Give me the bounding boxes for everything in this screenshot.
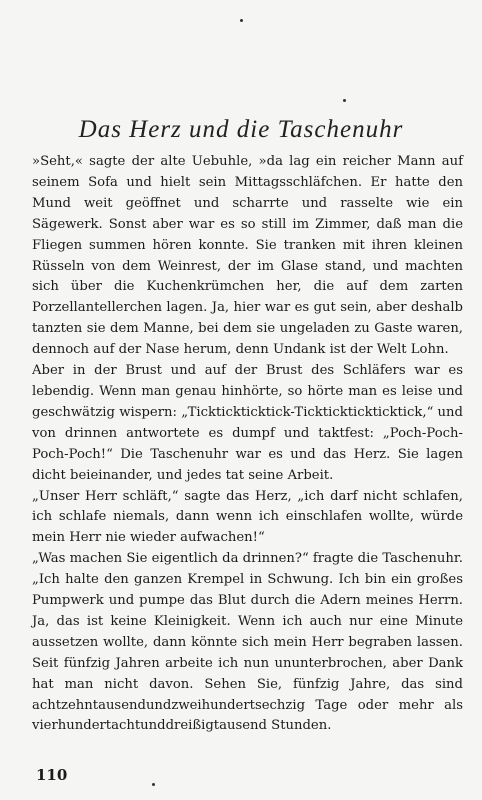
paragraph-4: „Was machen Sie eigentlich da drinnen?“ fragte die Taschenuhr.: [32, 551, 463, 567]
print-speck: [152, 783, 155, 786]
page-number: 110: [36, 766, 68, 784]
body-text: [32, 152, 463, 737]
paragraph-3: „Unser Herr schläft,“ sagte das Herz, „ich darf nicht schlafen, ich schlafe niemals, dann wenn ich einschlafen wollte, würde mein Herr nie wieder aufwachen!“: [32, 488, 463, 546]
paragraph-2: Aber in der Brust und auf der Brust des Schläfers war es lebendig. Wenn man genau hinhörte, so hörte man es leise und geschwätzig wispern: „Ticktickticktick-Tickticktickticktick,“ und von drinnen antwortete es dumpf und taktfest: „Poch-Poch-Poch-Poch!“ Die Taschenuhr war es und das Herz. Sie lagen dicht beieinander, und jedes tat seine Arbeit.: [32, 363, 463, 483]
paragraph-1: »Seht,« sagte der alte Uebuhle, »da lag ein reicher Mann auf seinem Sofa und hielt sein Mittagsschläfchen. Er hatte den Mund weit geöffnet und scharrte und rasselte wie ein Sägewerk. Sonst aber war es so still im Zimmer, daß man die Fliegen summen hören konnte. Sie tranken mit ihren kleinen Rüsseln von dem Weinrest, der im Glase stand, und machten sich über die Kuchenkrümchen her, die auf dem zarten Porzellantellerchen lagen. Ja, hier war es gut sein, aber deshalb tanzten sie dem Manne, bei dem sie ungeladen zu Gaste waren, dennoch auf der Nase herum, denn Undank ist der Welt Lohn.: [32, 154, 463, 358]
print-speck: [240, 19, 243, 22]
chapter-title: Das Herz und die Taschenuhr: [78, 116, 404, 143]
print-speck: [343, 99, 346, 102]
paragraph-5: „Ich halte den ganzen Krempel in Schwung. Ich bin ein großes Pumpwerk und pumpe das Blut durch die Adern meines Herrn. Ja, das ist keine Kleinigkeit. Wenn ich auch nur eine Minute aussetzen wollte, dann könnte sich mein Herr begraben lassen. Seit fünfzig Jahren arbeite ich nun ununterbrochen, aber Dank hat man nicht davon. Sehen Sie, fünfzig Jahre, das sind achtzehntausendundzweihundertsechzig Tage oder mehr als vierhundertachtunddreißigtausend Stunden.: [32, 572, 463, 734]
